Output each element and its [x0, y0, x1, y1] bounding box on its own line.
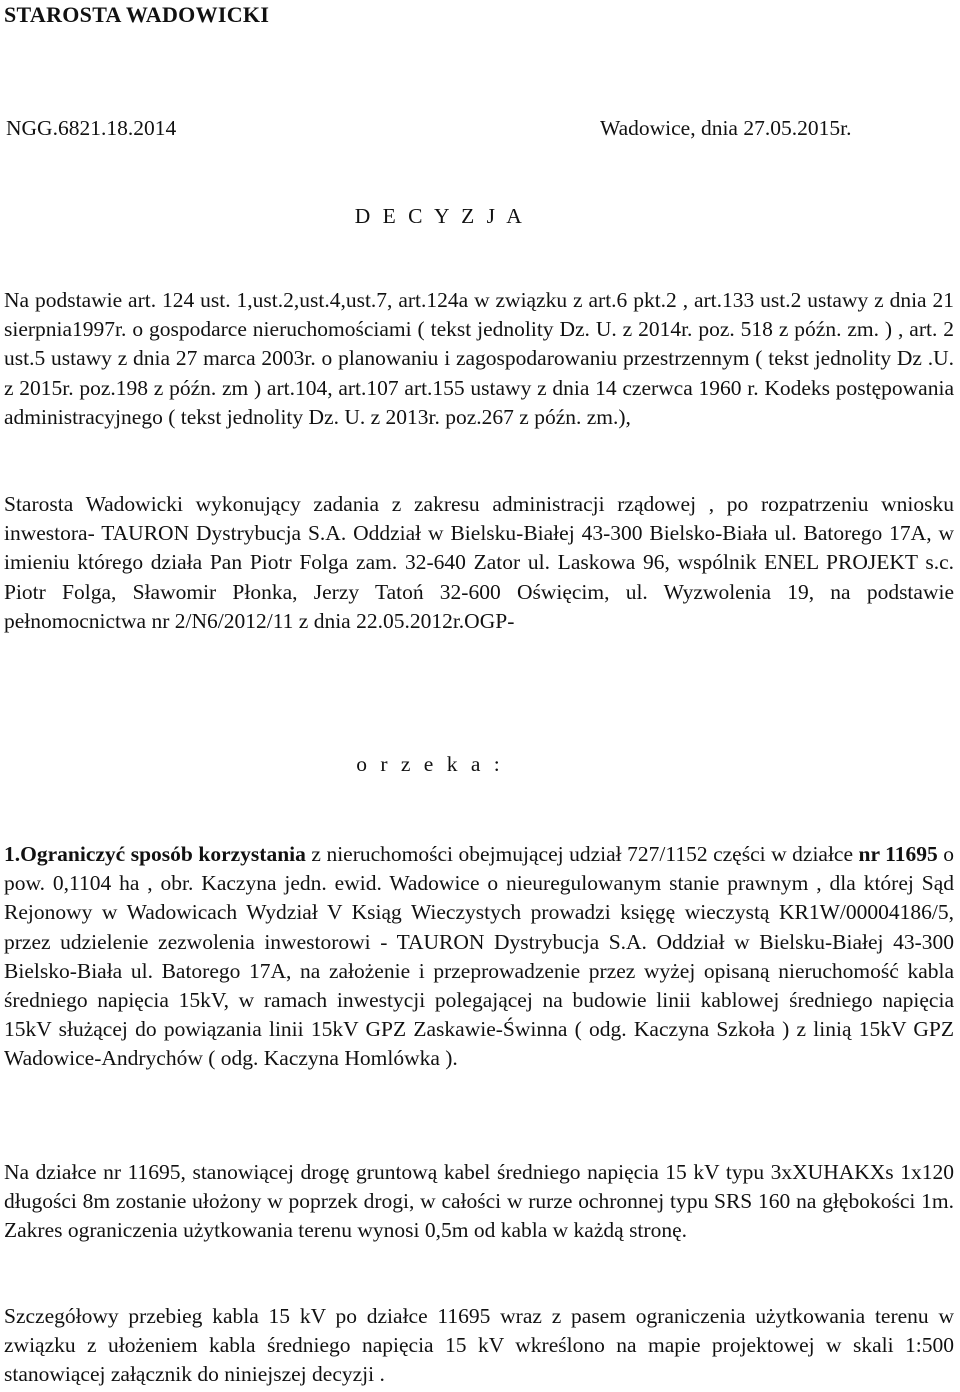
cable-paragraph: Na działce nr 11695, stanowiącej drogę gruntową kabel średniego napięcia 15 kV typu 3xXUHAKXs 1x120 długości 8m zostanie ułożony w poprzek drogi, w całości w rurze ochronnej typu SRS 160 na głębokości 1m. Zakres ograniczenia użytkowania terenu wynosi 0,5m od kabla w każdą stronę.	[4, 1160, 954, 1243]
case-number: NGG.6821.18.2014	[6, 116, 177, 140]
point1-bold-lead: 1.Ograniczyć sposób korzystania	[4, 842, 306, 866]
applicant-paragraph	[4, 490, 954, 636]
decision-heading: o r z e k a :	[356, 752, 504, 776]
place-and-date: Wadowice, dnia 27.05.2015r.	[600, 116, 852, 140]
document-title: D E C Y Z J A	[354, 204, 526, 228]
applicant-text: wykonujący zadania z zakresu administracji rządowej , po rozpatrzeniu wniosku inwestora- TAURON Dystrybucja S.A. Oddział w Bielsku-Białej 43-300 Bielsko-Biała ul. Batorego 17A, w imieniu którego działa Pan Piotr Folga zam. 32-640 Zator ul. Laskowa 96, wspólnik ENEL PROJEKT s.c. Piotr Folga, Sławomir Płonka, Jerzy Tatoń 32-600 Oświęcim, ul. Wyzwolenia 19, na podstawie pełnomocnictwa nr 2/N6/2012/11 z dnia 22.05.2012r.OGP-	[4, 492, 954, 633]
decision-point-1	[4, 840, 954, 1074]
parcel-number: nr 11695	[858, 842, 938, 866]
authority-name: Starosta Wadowicki	[4, 492, 183, 516]
legal-basis-paragraph: Na podstawie art. 124 ust. 1,ust.2,ust.4,ust.7, art.124a w związku z art.6 pkt.2 , art.133 ust.2 ustawy z dnia 21 sierpnia1997r. o gospodarce nieruchomościami ( tekst jednolity Dz. U. z 2014r. poz. 518 z późn. zm. ) , art. 2 ust.5 ustawy z dnia 27 marca 2003r. o planowaniu i zagospodarowaniu przestrzennym ( tekst jednolity Dz .U. z 2015r. poz.198 z późn. zm ) art.104, art.107 art.155 ustawy z dnia 14 czerwca 1960 r. Kodeks postępowania administracyjnego ( tekst jednolity Dz. U. z 2013r. poz.267 z późn. zm.),	[4, 288, 954, 429]
point1-text-b: o pow. 0,1104 ha , obr. Kaczyna jedn. ewid. Wadowice o nieuregulowanym stanie prawnym , dla której Sąd Rejonowy w Wadowicach Wydział V Ksiąg Wieczystych prowadzi księgę wieczystą KR1W/00004186/5, przez udzielenie zezwolenia inwestorowi - TAURON Dystrybucja S.A. Oddział w Bielsku-Białej 43-300 Bielsko-Biała ul. Batorego 17A, na założenie i przeprowadzenie przez wyżej opisaną nieruchomość kabla średniego napięcia 15kV, w ramach inwestycji polegającej na budowie linii kablowej średniego napięcia 15kV służącej do powiązania linii 15kV GPZ Zaskawie-Świnna ( odg. Kaczyna Szkoła ) z linią 15kV GPZ Wadowice-Andrychów ( odg. Kaczyna Homlówka ).	[4, 842, 954, 1071]
point1-text-a: z nieruchomości obejmującej udział 727/1152 części w działce	[305, 842, 859, 866]
issuing-authority: STAROSTA WADOWICKI	[4, 2, 270, 27]
plan-paragraph: Szczegółowy przebieg kabla 15 kV po działce 11695 wraz z pasem ograniczenia użytkowania terenu w związku z ułożeniem kabla średniego napięcia 15 kV wkreślono na mapie projektowej w skali 1:500 stanowiącej załącznik do niniejszej decyzji .	[4, 1304, 954, 1387]
